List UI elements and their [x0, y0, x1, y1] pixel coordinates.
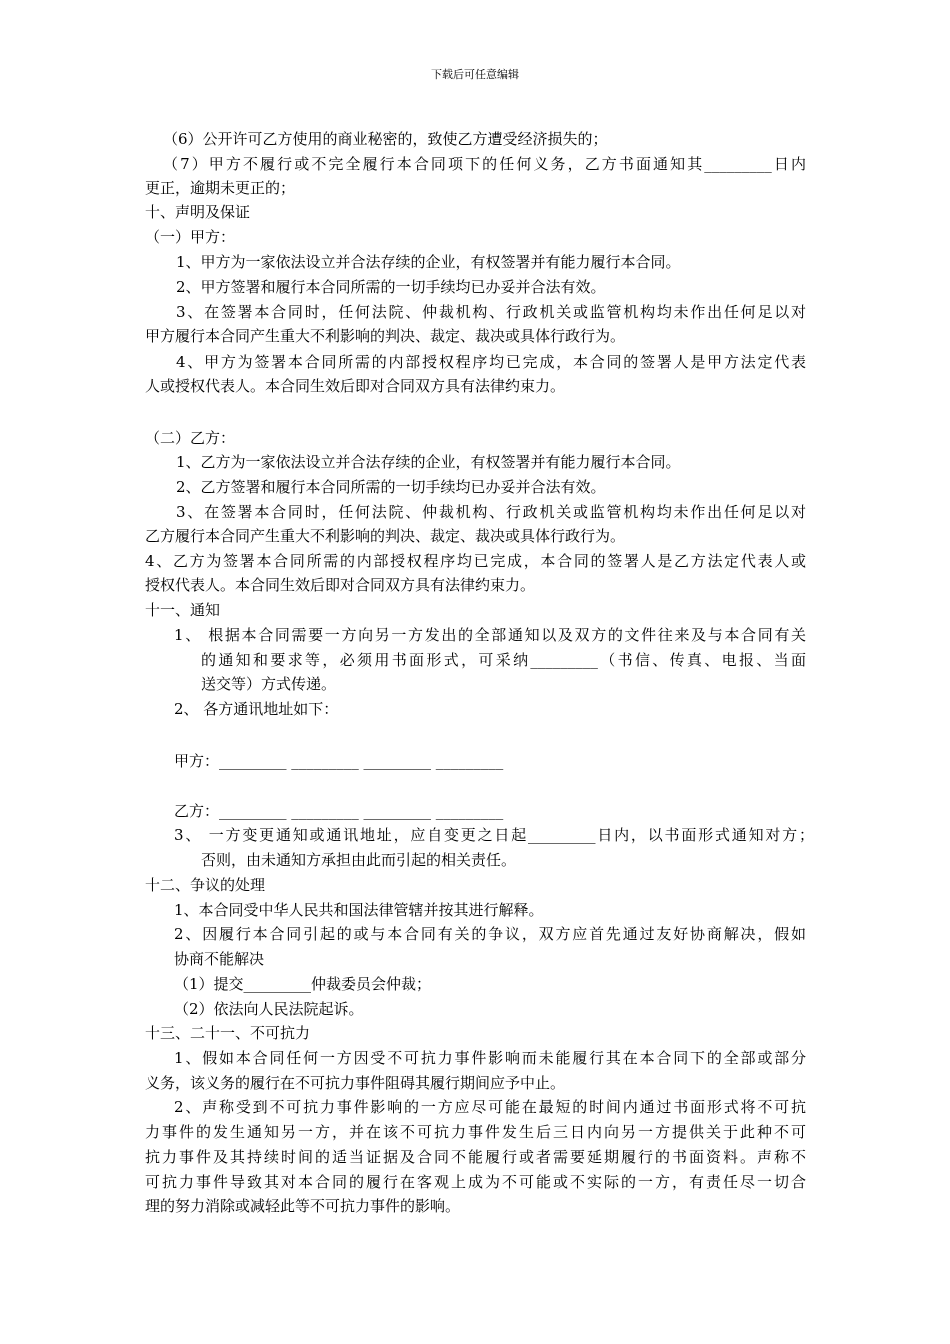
- dispute-item-2: 2、因履行本合同引起的或与本合同有关的争议，双方应首先通过友好协商解决，假如: [174, 925, 806, 943]
- notice-item-3-cont: 否则，由未通知方承担由此而引起的相关责任。: [201, 851, 517, 869]
- party-b-item-1: 1、乙方为一家依法设立并合法存续的企业，有权签署并有能力履行本合同。: [176, 453, 681, 471]
- force-majeure-item-2-cont3: 可抗力事件导致其对本合同的履行在客观上成为不可能或不实际的一方，有责任尽一切合: [145, 1173, 806, 1191]
- party-a-item-2: 2、甲方签署和履行本合同所需的一切手续均已办妥并合法有效。: [176, 278, 606, 296]
- party-b-item-2: 2、乙方签署和履行本合同所需的一切手续均已办妥并合法有效。: [176, 478, 606, 496]
- notice-item-3: 3、 一方变更通知或通讯地址，应自变更之日起_________日内，以书面形式通知对方；: [174, 826, 814, 844]
- force-majeure-item-1-cont: 义务，该义务的履行在不可抗力事件阻碍其履行期间应予中止。: [145, 1074, 566, 1092]
- notice-item-1: 1、 根据本合同需要一方向另一方发出的全部通知以及双方的文件往来及与本合同有关: [174, 626, 806, 644]
- force-majeure-item-2-cont2: 抗力事件及其持续时间的适当证据及合同不能履行或者需要延期履行的书面资料。声称不: [145, 1148, 806, 1166]
- page-header: 下载后可任意编辑: [431, 68, 519, 81]
- party-a-subheading: （一）甲方：: [145, 228, 236, 246]
- section-12-heading: 十二、争议的处理: [145, 876, 266, 894]
- dispute-item-2-cont: 协商不能解决: [174, 950, 265, 968]
- force-majeure-item-2-cont4: 理的努力消除或减轻此等不可抗力事件的影响。: [145, 1197, 461, 1215]
- notice-item-1-cont2: 送交等）方式传递。: [201, 675, 337, 693]
- party-b-address-line: 乙方：_________ _________ _________ _________: [174, 802, 504, 820]
- party-a-item-1: 1、甲方为一家依法设立并合法存续的企业，有权签署并有能力履行本合同。: [176, 253, 681, 271]
- force-majeure-item-2: 2、声称受到不可抗力事件影响的一方应尽可能在最短的时间内通过书面形式将不可抗: [174, 1098, 806, 1116]
- party-b-item-3-cont: 乙方履行本合同产生重大不利影响的判决、裁定、裁决或具体行政行为。: [145, 527, 626, 545]
- section-11-heading: 十一、通知: [145, 601, 221, 619]
- section-13-heading: 十三、二十一、不可抗力: [145, 1024, 311, 1042]
- dispute-item-1: 1、本合同受中华人民共和国法律管辖并按其进行解释。: [174, 901, 544, 919]
- party-b-item-4-cont: 授权代表人。本合同生效后即对合同双方具有法律约束力。: [145, 576, 536, 594]
- party-a-address-line: 甲方：_________ _________ _________ _________: [174, 752, 504, 770]
- party-b-item-4: 4、乙方为签署本合同所需的内部授权程序均已完成，本合同的签署人是乙方法定代表人或: [145, 552, 806, 570]
- party-a-item-3: 3、在签署本合同时，任何法院、仲裁机构、行政机关或监管机构均未作出任何足以对: [176, 303, 806, 321]
- party-b-subheading: （二）乙方：: [145, 429, 236, 447]
- dispute-option-2: （2）依法向人民法院起诉。: [174, 1000, 364, 1018]
- clause-item-6: （6）公开许可乙方使用的商业秘密的，致使乙方遭受经济损失的；: [163, 130, 608, 148]
- clause-item-7: （7）甲方不履行或不完全履行本合同项下的任何义务，乙方书面通知其_________日内: [163, 155, 806, 173]
- party-a-item-4: 4、甲方为签署本合同所需的内部授权程序均已完成，本合同的签署人是甲方法定代表: [176, 353, 806, 371]
- party-b-item-3: 3、在签署本合同时，任何法院、仲裁机构、行政机关或监管机构均未作出任何足以对: [176, 503, 806, 521]
- force-majeure-item-2-cont: 力事件的发生通知另一方，并在该不可抗力事件发生后三日内向另一方提供关于此种不可: [145, 1123, 806, 1141]
- dispute-option-1: （1）提交_________仲裁委员会仲裁；: [174, 975, 432, 993]
- party-a-item-4-cont: 人或授权代表人。本合同生效后即对合同双方具有法律约束力。: [145, 377, 566, 395]
- section-10-heading: 十、声明及保证: [145, 203, 251, 221]
- party-a-item-3-cont: 甲方履行本合同产生重大不利影响的判决、裁定、裁决或具体行政行为。: [145, 327, 626, 345]
- notice-item-1-cont: 的通知和要求等，必须用书面形式，可采纳_________（书信、传真、电报、当面: [201, 651, 806, 669]
- clause-item-7-cont: 更正，逾期未更正的；: [145, 179, 296, 197]
- notice-item-2: 2、 各方通讯地址如下：: [174, 700, 339, 718]
- force-majeure-item-1: 1、假如本合同任何一方因受不可抗力事件影响而未能履行其在本合同下的全部或部分: [174, 1049, 806, 1067]
